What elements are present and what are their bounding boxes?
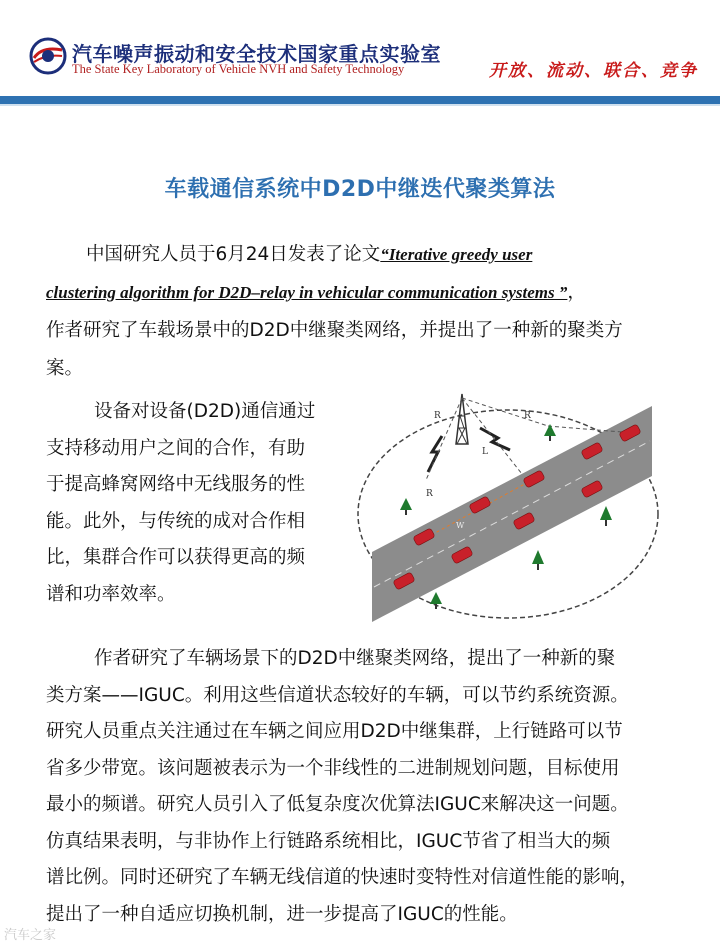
iguc-line: 最小的频谱。研究人员引入了低复杂度次优算法IGUC来解决这一问题。 [46, 794, 629, 815]
lab-name-en: The State Key Laboratory of Vehicle NVH and Safety Technology [72, 62, 405, 76]
paper-citation-b: clustering algorithm for D2D–relay in vehicular communication systems ” [46, 283, 568, 302]
watermark: 汽车之家 [4, 928, 57, 943]
paragraph-d2d [46, 394, 346, 613]
link-label-r: R [434, 411, 441, 421]
iguc-line: 研究人员重点关注通过在车辆之间应用D2D中继集群，上行链路可以节 [46, 721, 623, 742]
lab-motto: 开放、流动、联合、竞争 [489, 61, 698, 81]
d2d-line: 支持移动用户之间的合作，有助 [46, 437, 306, 459]
intro-line-2: clustering algorithm for D2D–relay in vehicular communication systems ”， [46, 282, 586, 303]
header-divider [0, 96, 720, 104]
iguc-line: 仿真结果表明，与非协作上行链路系统相比，IGUC节省了相当大的频 [46, 830, 611, 852]
iguc-line: 提出了一种自适应切换机制，进一步提高了IGUC的性能。 [46, 903, 518, 925]
iguc-line: 类方案——IGUC。利用这些信道状态较好的车辆，可以节约系统资源。 [46, 684, 629, 706]
link-label-r: R [524, 411, 531, 421]
iguc-line: 谱比例。同时还研究了车辆无线信道的快速时变特性对信道性能的影响， [46, 867, 639, 888]
d2d-line: 设备对设备(D2D)通信通过 [94, 401, 316, 422]
paper-citation-a: “Iterative greedy user [380, 245, 533, 264]
article-title: 车载通信系统中D2D中继迭代聚类算法 [164, 177, 556, 202]
lab-logo [28, 36, 68, 76]
header-divider-thin [0, 104, 720, 106]
iguc-line: 省多少带宽。该问题被表示为一个非线性的二进制规划问题，目标使用 [46, 757, 620, 779]
intro-line-3: 作者研究了车载场景中的D2D中继聚类网络，并提出了一种新的聚类方 [46, 320, 623, 341]
intro-lead: 中国研究人员于6月24日发表了论文 [86, 244, 381, 265]
link-label-w: W [456, 521, 465, 530]
lab-name-cn: 汽车噪声振动和安全技术国家重点实验室 [72, 42, 441, 66]
intro-line-1 [46, 236, 676, 274]
d2d-line: 能。此外，与传统的成对合作相 [46, 510, 306, 532]
link-label-l: L [482, 447, 488, 457]
page-header [0, 0, 720, 92]
d2d-line: 于提高蜂窝网络中无线服务的性 [46, 474, 306, 495]
paragraph-intro [46, 236, 676, 388]
wireless-signal-icon [428, 436, 442, 472]
vehicular-network-figure [352, 388, 664, 624]
paragraph-iguc [46, 641, 686, 933]
link-label-r: R [426, 489, 433, 499]
d2d-line: 谱和功率效率。 [46, 583, 176, 605]
base-station-tower-icon [456, 394, 468, 444]
iguc-line: 作者研究了车辆场景下的D2D中继聚类网络，提出了一种新的聚 [94, 648, 616, 669]
intro-line-4: 案。 [46, 358, 84, 379]
d2d-line: 比，集群合作可以获得更高的频 [46, 547, 306, 568]
